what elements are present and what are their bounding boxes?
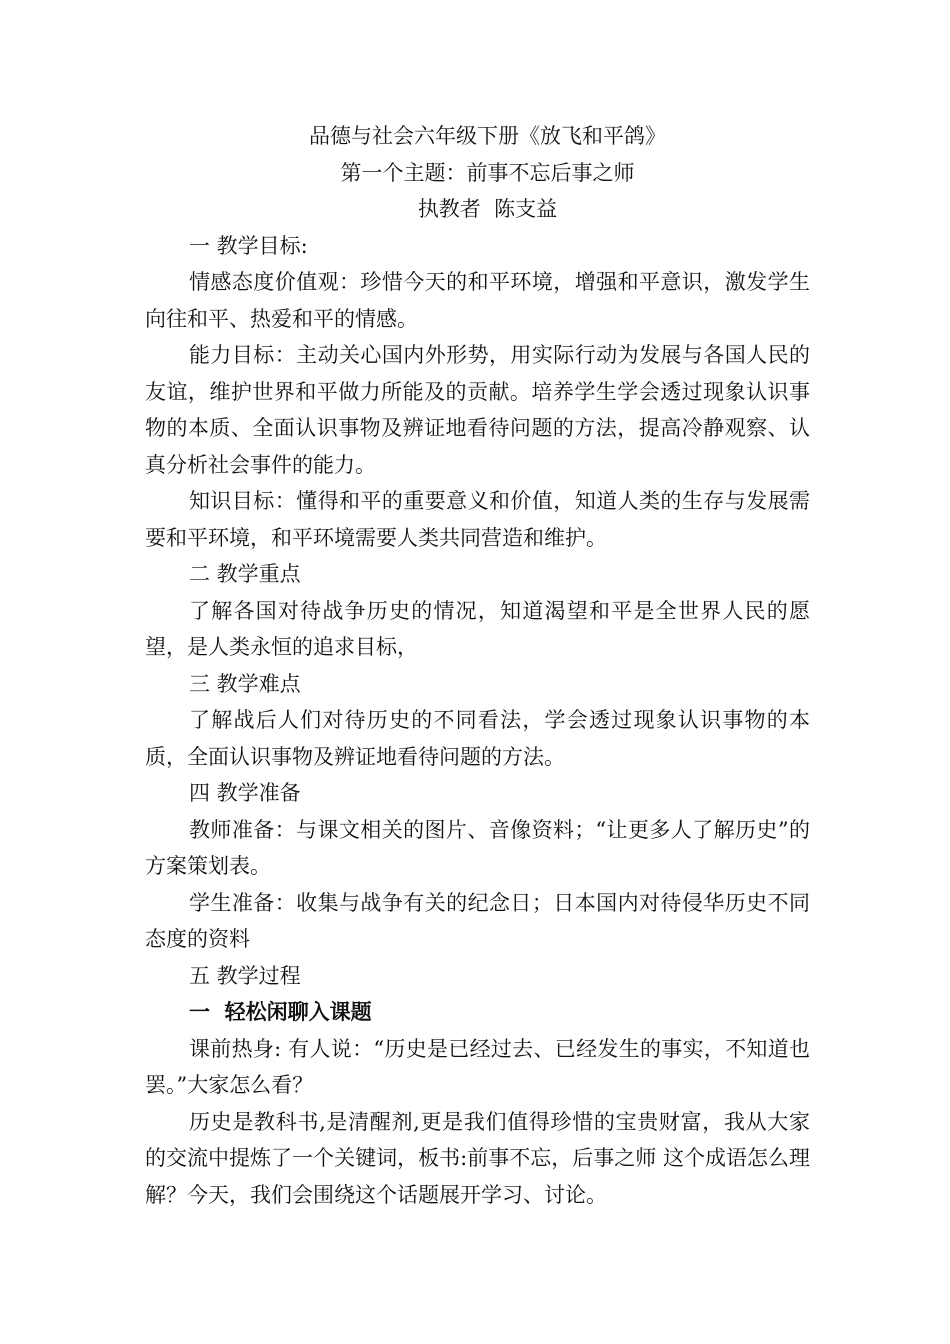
paragraph-history-discussion: 历史是教科书,是清醒剂,更是我们值得珍惜的宝贵财富，我从大家的交流中提炼了一个关键词，板书:前事不忘，后事之师 这个成语怎么理解？今天，我们会围绕这个话题展开学习、讨论。 <box>145 1109 810 1207</box>
subsection-heading-intro: 一 轻松闲聊入课题 <box>189 999 372 1024</box>
document-author: 执教者 陈支益 <box>417 197 558 221</box>
section-heading-difficulties: 三 教学难点 <box>189 671 301 696</box>
paragraph-key-points: 了解各国对待战争历史的情况，知道渴望和平是全世界人民的愿望，是人类永恒的追求目标， <box>145 598 810 659</box>
document-title: 品德与社会六年级下册《放飞和平鸽》 <box>309 124 666 148</box>
paragraph-ability-goal: 能力目标：主动关心国内外形势，用实际行动为发展与各国人民的友谊，维护世界和平做力所能及的贡献。培养学生学会透过现象认识事物的本质、全面认识事物及辨证地看待问题的方法，提高冷静观察、认真分析社会事件的能力。 <box>145 343 810 477</box>
section-heading-objectives: 一 教学目标: <box>189 233 308 258</box>
paragraph-knowledge-goal: 知识目标：懂得和平的重要意义和价值，知道人类的生存与发展需要和平环境，和平环境需要人类共同营造和维护。 <box>145 489 810 550</box>
paragraph-warmup: 课前热身: 有人说：“历史是已经过去、已经发生的事实，不知道也罢。”大家怎么看？ <box>145 1036 810 1097</box>
document-subtitle: 第一个主题：前事不忘后事之师 <box>340 160 635 185</box>
section-heading-key-points: 二 教学重点 <box>189 562 301 586</box>
section-heading-process: 五 教学过程 <box>189 963 301 988</box>
paragraph-teacher-prep: 教师准备：与课文相关的图片、音像资料；“让更多人了解历史”的方案策划表。 <box>145 817 810 878</box>
section-heading-preparation: 四 教学准备 <box>189 781 301 805</box>
paragraph-difficulties: 了解战后人们对待历史的不同看法，学会透过现象认识事物的本质，全面认识事物及辨证地看待问题的方法。 <box>145 708 810 769</box>
paragraph-emotion-goal: 情感态度价值观：珍惜今天的和平环境，增强和平意识，激发学生向往和平、热爱和平的情感。 <box>145 270 810 331</box>
paragraph-student-prep: 学生准备：收集与战争有关的纪念日；日本国内对待侵华历史不同态度的资料 <box>145 890 810 951</box>
document-page <box>145 118 810 1213</box>
